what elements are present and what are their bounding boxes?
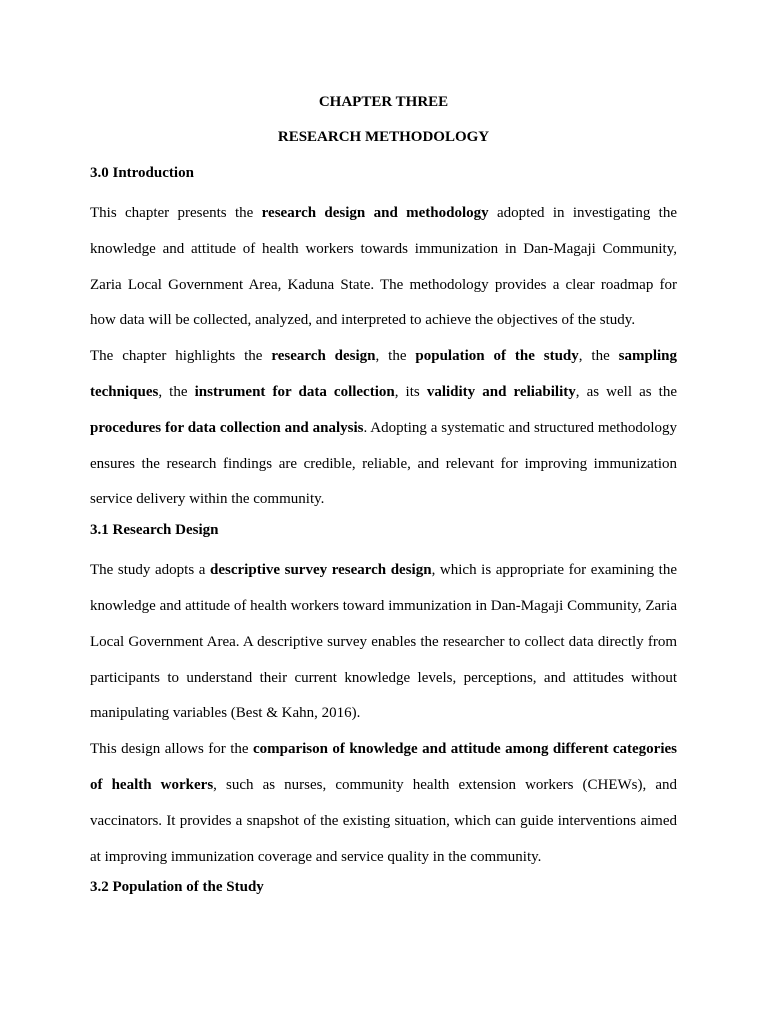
text-run: adopted in investigating the knowledge and attitude of health workers towards immunization in Dan-Magaji Community, Zaria Local Government Area, Kaduna State. The methodology provides a clear roadmap for how data will be collected, analyzed, and interpreted to achieve the objectives of the study. <box>90 205 677 329</box>
bold-text-run: procedures for data collection and analysis <box>90 419 364 436</box>
text-run: , the <box>158 383 195 400</box>
text-run: , the <box>578 348 619 365</box>
text-run: , which is appropriate for examining the knowledge and attitude of health workers toward immunization in Dan-Magaji Community, Zaria Local Government Area. A descriptive survey enables the researcher to collect data directly from participants to understand their current knowledge levels, perceptions, and attitudes without manipulating variables (Best & Kahn, 2016). <box>90 562 677 722</box>
bold-text-run: research design <box>271 348 376 365</box>
section-heading-population: 3.2 Population of the Study <box>90 879 264 896</box>
text-run: , such as nurses, community health extension workers (CHEWs), and vaccinators. It provides a snapshot of the existing situation, which can guide interventions aimed at improving immunization coverage and service quality in the community. <box>90 776 677 865</box>
paragraph-research-design-1 <box>90 553 677 732</box>
bold-text-run: research design and methodology <box>261 205 489 221</box>
text-run: This chapter presents the <box>90 205 262 221</box>
bold-text-run: comparison of knowledge and attitude among different categories of health workers <box>90 741 678 793</box>
text-run: This design allows for the <box>90 741 253 758</box>
document-body <box>90 90 677 910</box>
paragraph-introduction-2 <box>90 339 677 518</box>
chapter-subtitle: RESEARCH METHODOLOGY <box>277 129 490 145</box>
bold-text-run: validity and reliability <box>426 383 576 400</box>
section-heading-research-design: 3.1 Research Design <box>90 522 219 539</box>
bold-text-run: population of the study <box>415 348 579 365</box>
chapter-title: CHAPTER THREE <box>318 94 449 110</box>
section-heading-introduction: 3.0 Introduction <box>90 165 194 181</box>
text-run: The chapter highlights the <box>90 348 272 365</box>
text-run: , as well as the <box>575 383 677 400</box>
text-run: The study adopts a <box>90 562 211 579</box>
bold-text-run: descriptive survey research design <box>210 562 432 579</box>
paragraph-introduction-1 <box>90 196 677 339</box>
paragraph-research-design-2 <box>90 732 677 875</box>
bold-text-run: sampling techniques <box>90 348 677 400</box>
text-run: , its <box>394 383 427 400</box>
bold-text-run: instrument for data collection <box>194 383 395 400</box>
text-run: , the <box>375 348 416 365</box>
text-run: . Adopting a systematic and structured methodology ensures the research findings are credible, reliable, and relevant for improving immunization service delivery within the community. <box>90 419 677 508</box>
